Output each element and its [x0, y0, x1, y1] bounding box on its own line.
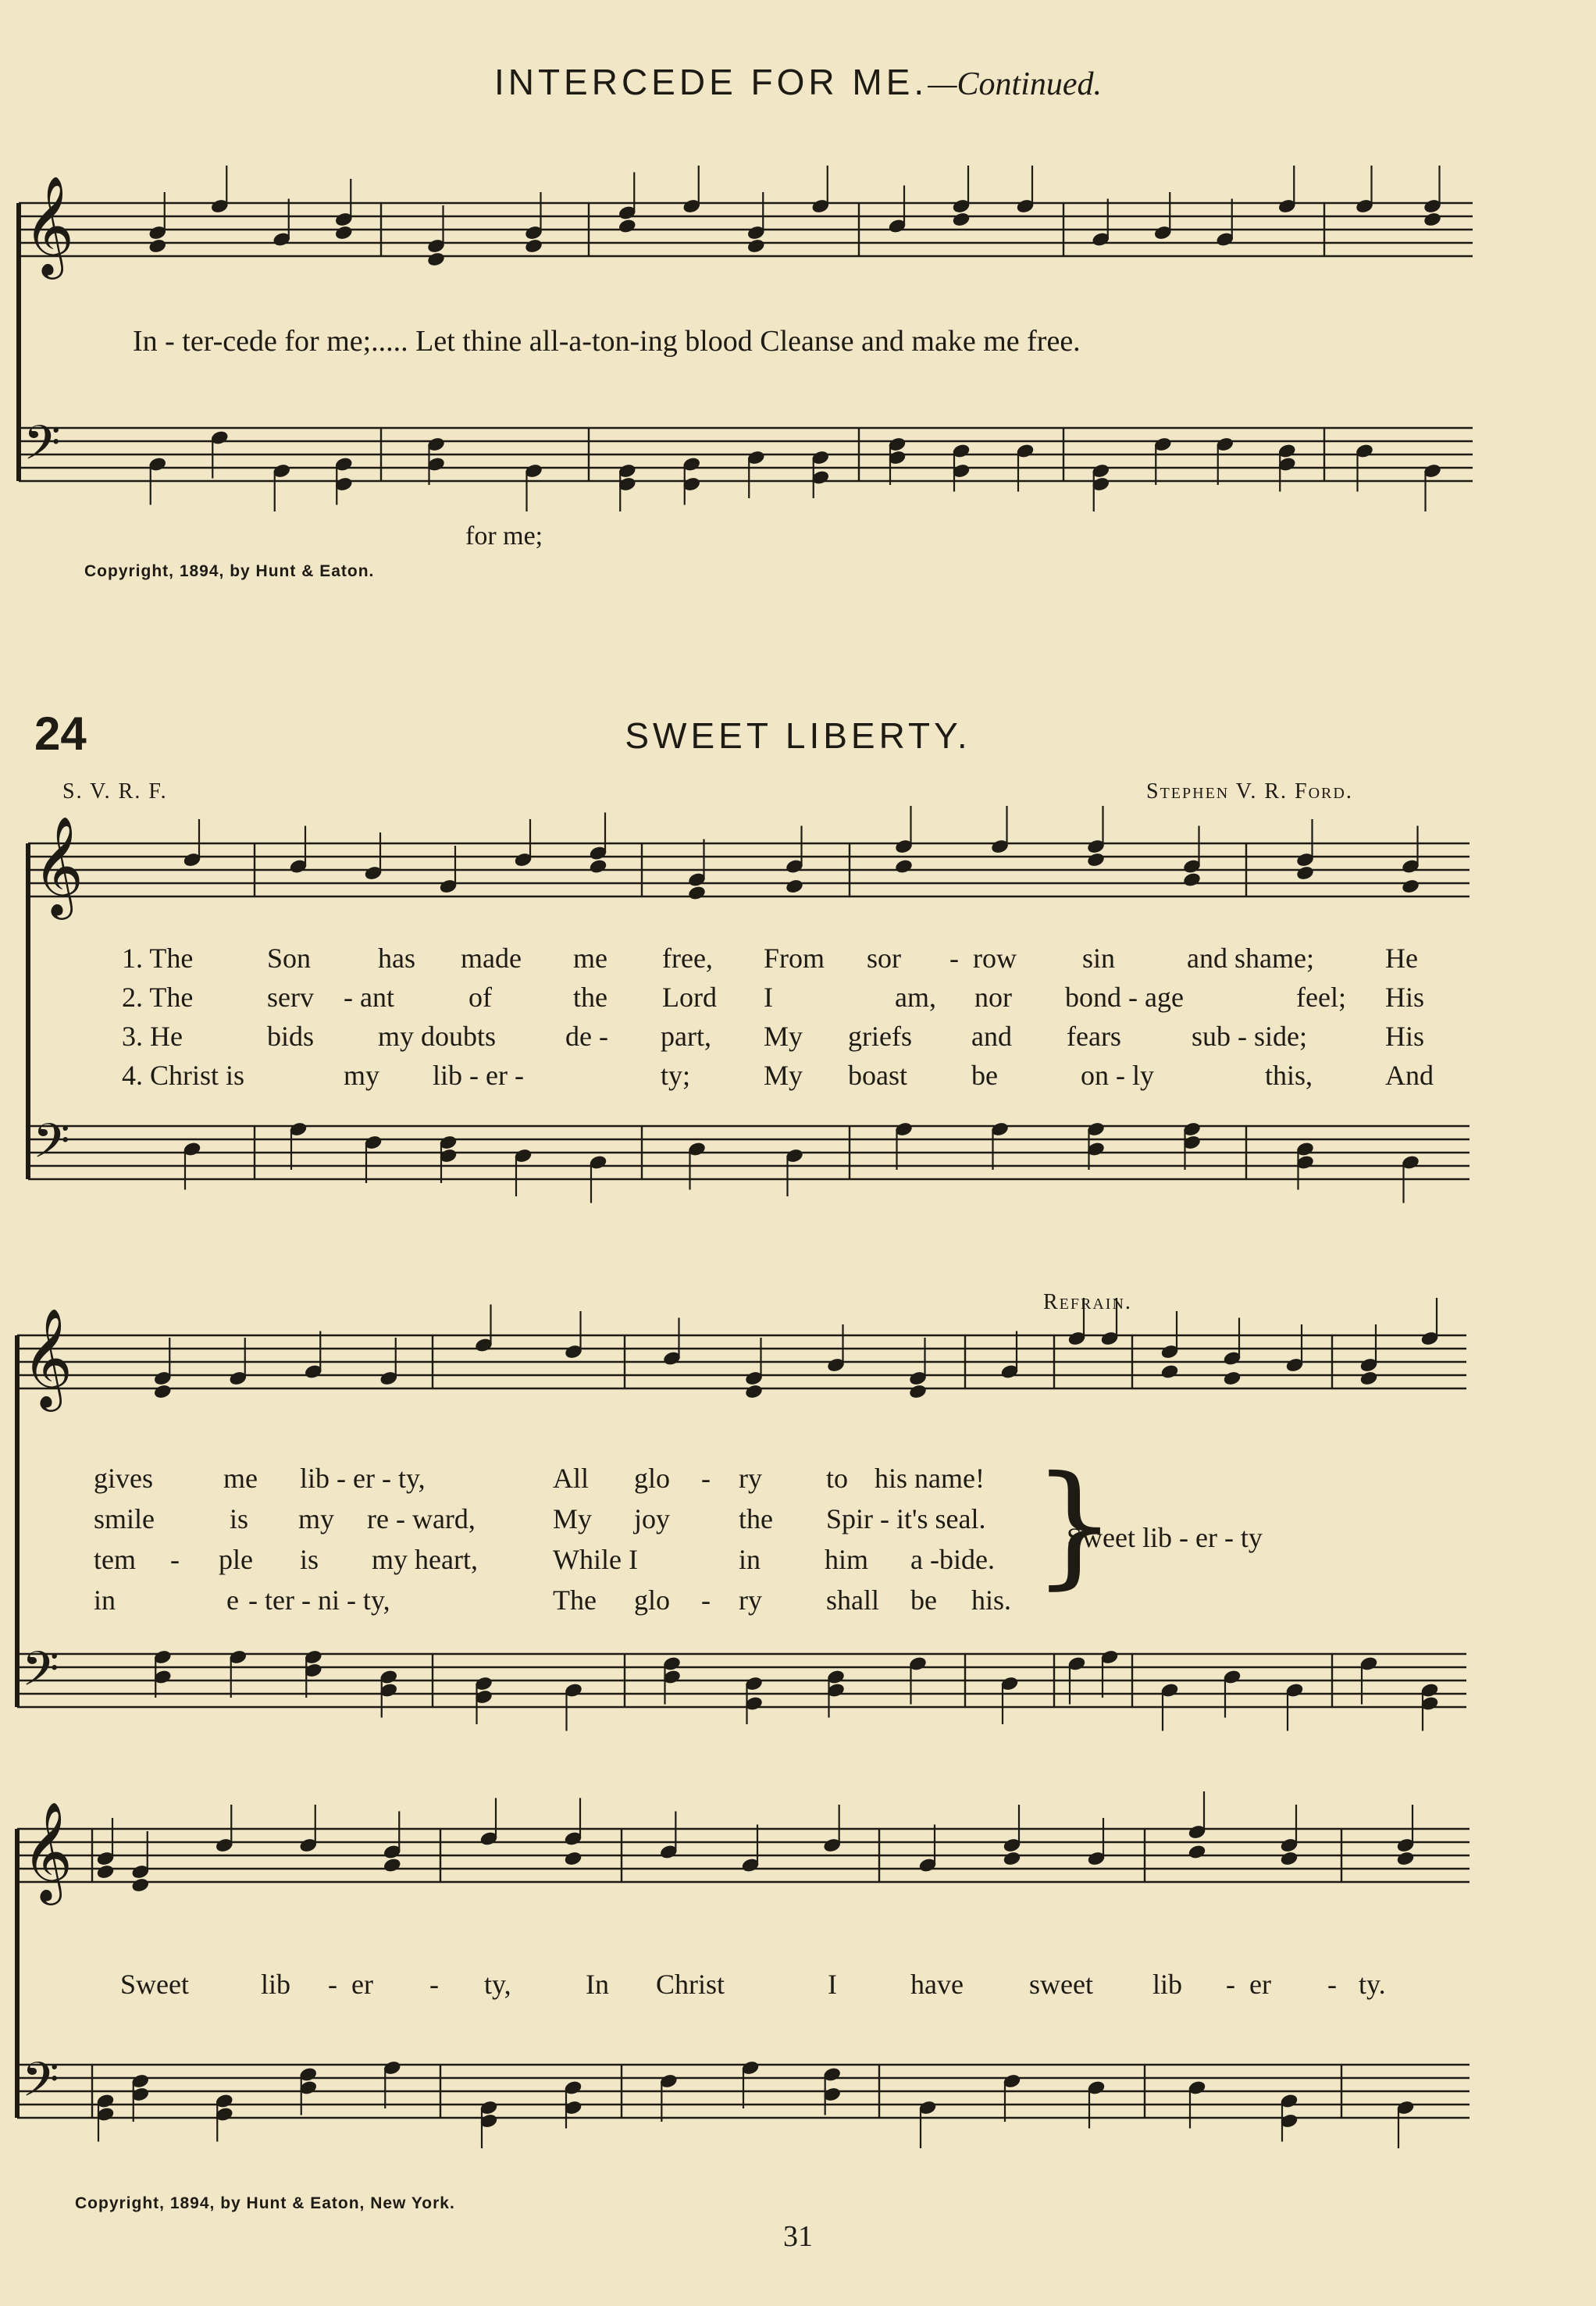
- staff: [19, 415, 1473, 483]
- verse-syllable: -: [701, 1584, 711, 1616]
- verse-syllable: the: [573, 982, 607, 1013]
- verse-syllable: ry: [739, 1584, 762, 1616]
- verse-syllable: -: [170, 1544, 180, 1575]
- verse-syllable: sub - side;: [1192, 1021, 1307, 1052]
- treble-clef-icon: 𝄞: [33, 815, 84, 915]
- verse-syllable: ry: [739, 1463, 762, 1494]
- verse-syllable: - ter - ni - ty,: [248, 1584, 390, 1616]
- verse-syllable: I: [828, 1969, 837, 2000]
- verse-syllable: griefs: [848, 1021, 912, 1052]
- staff: [17, 1641, 1466, 1709]
- verse-syllable: am,: [895, 982, 936, 1013]
- notehead: [1087, 852, 1106, 868]
- verse-syllable: sin: [1082, 943, 1116, 974]
- bass-clef-icon: 𝄢: [23, 415, 61, 483]
- verse-syllable: - ant: [344, 982, 394, 1013]
- staff: [17, 1801, 1470, 1905]
- treble-clef-icon: 𝄞: [22, 1801, 73, 1901]
- notehead: [688, 886, 707, 901]
- music-credit: Stephen V. R. Ford.: [1146, 779, 1353, 804]
- verse-syllable: lib: [1152, 1969, 1183, 2000]
- verse-syllable: my heart,: [372, 1544, 478, 1575]
- verse-syllable: shall: [826, 1584, 879, 1616]
- intercede-bass-lyric: for me;: [465, 522, 543, 551]
- verse-syllable: row: [973, 943, 1017, 974]
- notehead: [427, 251, 446, 267]
- bass-clef-icon: 𝄢: [22, 1641, 59, 1709]
- verse-syllable: de -: [565, 1021, 608, 1052]
- treble-clef-icon: 𝄞: [22, 1307, 73, 1407]
- verse-syllable: Spir - it's seal.: [826, 1503, 986, 1534]
- verse-syllable: er: [1249, 1969, 1271, 2000]
- verse-syllable: and shame;: [1187, 943, 1314, 974]
- staff: [28, 815, 1470, 920]
- page-number: 31: [783, 2220, 813, 2253]
- verse-syllable: in: [739, 1544, 761, 1575]
- verse-syllable: My: [764, 1060, 803, 1091]
- verse-syllable: of: [468, 982, 492, 1013]
- staff: [17, 1307, 1466, 1412]
- notehead: [745, 1384, 764, 1399]
- verse-syllable: ty,: [484, 1969, 511, 2000]
- notehead: [148, 238, 167, 254]
- verse-syllable: -: [949, 943, 959, 974]
- notehead: [1280, 1851, 1299, 1866]
- verse-syllable: bond - age: [1065, 982, 1184, 1013]
- verse-syllable: smile: [94, 1503, 155, 1534]
- notehead: [383, 1858, 401, 1873]
- notehead: [1296, 865, 1315, 881]
- refrain-label: Refrain.: [1043, 1290, 1132, 1314]
- verse-syllable: on - ly: [1081, 1060, 1154, 1091]
- verse-syllable: my doubts: [378, 1021, 497, 1052]
- verse-syllable: lib: [261, 1969, 291, 2000]
- verse-syllable: The: [553, 1584, 597, 1616]
- notehead: [786, 879, 804, 894]
- bass-clef-icon: 𝄢: [33, 1114, 70, 1181]
- notehead: [618, 219, 636, 234]
- verse-syllable: -: [701, 1463, 711, 1494]
- verse-syllable: ty;: [661, 1060, 691, 1091]
- verse-syllable: is: [230, 1503, 249, 1534]
- verse-syllable: lib - er - ty,: [300, 1463, 426, 1494]
- verse-syllable: him: [825, 1544, 869, 1575]
- verse-syllable: 4. Christ is: [122, 1060, 245, 1091]
- verse-syllable: and: [971, 1021, 1012, 1052]
- verse-syllable: 2. The: [122, 982, 194, 1013]
- verse-syllable: gives: [94, 1463, 153, 1494]
- verse-syllable: sor: [867, 943, 901, 974]
- verse-syllable: ple: [219, 1544, 253, 1575]
- hymn-title: SWEET LIBERTY.: [625, 715, 971, 756]
- verse-syllable: fears: [1067, 1021, 1121, 1052]
- verse-syllable: me: [223, 1463, 258, 1494]
- notehead: [1188, 1844, 1206, 1860]
- verse-syllable: glo: [634, 1584, 671, 1616]
- verse-syllable: -: [429, 1969, 439, 2000]
- notehead: [153, 1384, 172, 1399]
- verse-syllable: tem: [94, 1544, 136, 1575]
- verse-syllable: glo: [634, 1463, 671, 1494]
- notehead: [1160, 1364, 1179, 1380]
- verse-syllable: Christ: [656, 1969, 725, 2000]
- verse-syllable: be: [910, 1584, 937, 1616]
- treble-clef-icon: 𝄞: [23, 175, 75, 275]
- intercede-lyric: In - ter-cede for me;..... Let thine all-a-ton-ing blood Cleanse and make me free.: [133, 325, 1081, 358]
- verse-syllable: his.: [971, 1584, 1012, 1616]
- verse-syllable: made: [461, 943, 522, 974]
- hymn-copyright: Copyright, 1894, by Hunt & Eaton, New York.: [75, 2194, 455, 2212]
- verse-syllable: From: [764, 943, 825, 974]
- verse-syllable: be: [971, 1060, 998, 1091]
- verse-syllable: er: [351, 1969, 373, 2000]
- notehead: [909, 1384, 928, 1399]
- notehead: [746, 238, 765, 254]
- verse-syllable: my: [298, 1503, 335, 1534]
- refrain-words-first: Sweet lib - er - ty: [1067, 1522, 1263, 1553]
- verse-syllable: serv: [267, 982, 314, 1013]
- running-head-title: INTERCEDE FOR ME.: [493, 62, 928, 102]
- running-head-continued: —Continued.: [928, 66, 1103, 102]
- verse-syllable: the: [739, 1503, 773, 1534]
- verse-syllable: My: [553, 1503, 593, 1534]
- staff: [19, 175, 1473, 280]
- verse-syllable: I: [764, 982, 773, 1013]
- verse-syllable: me: [573, 943, 607, 974]
- notehead: [131, 1877, 150, 1893]
- verse-syllable: a -bide.: [910, 1544, 995, 1575]
- verse-syllable: feel;: [1296, 982, 1346, 1013]
- verse-syllable: part,: [661, 1021, 711, 1052]
- verse-syllable: e: [226, 1584, 239, 1616]
- verse-syllable: He: [1385, 943, 1418, 974]
- verse-syllable: lib - er -: [433, 1060, 524, 1091]
- notehead: [895, 859, 914, 875]
- verse-syllable: to: [826, 1463, 849, 1494]
- verse-syllable: free,: [662, 943, 713, 974]
- notehead: [334, 225, 353, 241]
- notehead: [1183, 872, 1202, 888]
- verse-syllable: boast: [848, 1060, 907, 1091]
- verse-syllable: Sweet: [120, 1969, 189, 2000]
- notehead: [564, 1851, 582, 1866]
- notehead: [1223, 1370, 1242, 1386]
- verse-syllable: is: [300, 1544, 319, 1575]
- verse-syllable: In: [586, 1969, 609, 2000]
- verse-syllable: sweet: [1029, 1969, 1093, 2000]
- verse-syllable: All: [553, 1463, 590, 1494]
- verse-syllable: Lord: [662, 982, 717, 1013]
- notehead: [1003, 1851, 1021, 1866]
- bass-clef-icon: 𝄢: [22, 2052, 59, 2119]
- notehead: [1359, 1370, 1378, 1386]
- staff: [28, 1114, 1470, 1181]
- notehead: [96, 1864, 115, 1880]
- verse-syllable: His: [1385, 1021, 1425, 1052]
- notehead: [1396, 1851, 1415, 1866]
- verse-syllable: ty.: [1359, 1969, 1386, 2000]
- verse-syllable: in: [94, 1584, 116, 1616]
- notehead: [1402, 879, 1420, 894]
- verse-syllable: re - ward,: [367, 1503, 476, 1534]
- hymn-number: 24: [34, 707, 87, 760]
- verse-syllable: my: [344, 1060, 380, 1091]
- verse-syllable: While I: [553, 1544, 638, 1575]
- verse-syllable: bids: [267, 1021, 315, 1052]
- verse-syllable: joy: [634, 1503, 671, 1534]
- verse-syllable: And: [1385, 1060, 1434, 1091]
- verse-brace: }: [1032, 1448, 1117, 1602]
- notehead: [1423, 212, 1442, 227]
- words-credit: S. V. R. F.: [62, 779, 168, 804]
- verse-syllable: have: [910, 1969, 964, 2000]
- verse-syllable: -: [1327, 1969, 1337, 2000]
- verse-syllable: Son: [267, 943, 312, 974]
- intercede-copyright: Copyright, 1894, by Hunt & Eaton.: [84, 562, 375, 580]
- verse-syllable: has: [378, 943, 415, 974]
- verse-syllable: -: [1226, 1969, 1235, 2000]
- verse-syllable: 1. The: [122, 943, 194, 974]
- notehead: [589, 859, 607, 875]
- verse-syllable: nor: [974, 982, 1012, 1013]
- notehead: [952, 212, 971, 227]
- verse-syllable: 3. He: [122, 1021, 183, 1052]
- verse-syllable: His: [1385, 982, 1425, 1013]
- notehead: [525, 238, 543, 254]
- verse-syllable: his name!: [875, 1463, 985, 1494]
- verse-syllable: -: [328, 1969, 337, 2000]
- verse-syllable: this,: [1265, 1060, 1313, 1091]
- verse-syllable: My: [764, 1021, 803, 1052]
